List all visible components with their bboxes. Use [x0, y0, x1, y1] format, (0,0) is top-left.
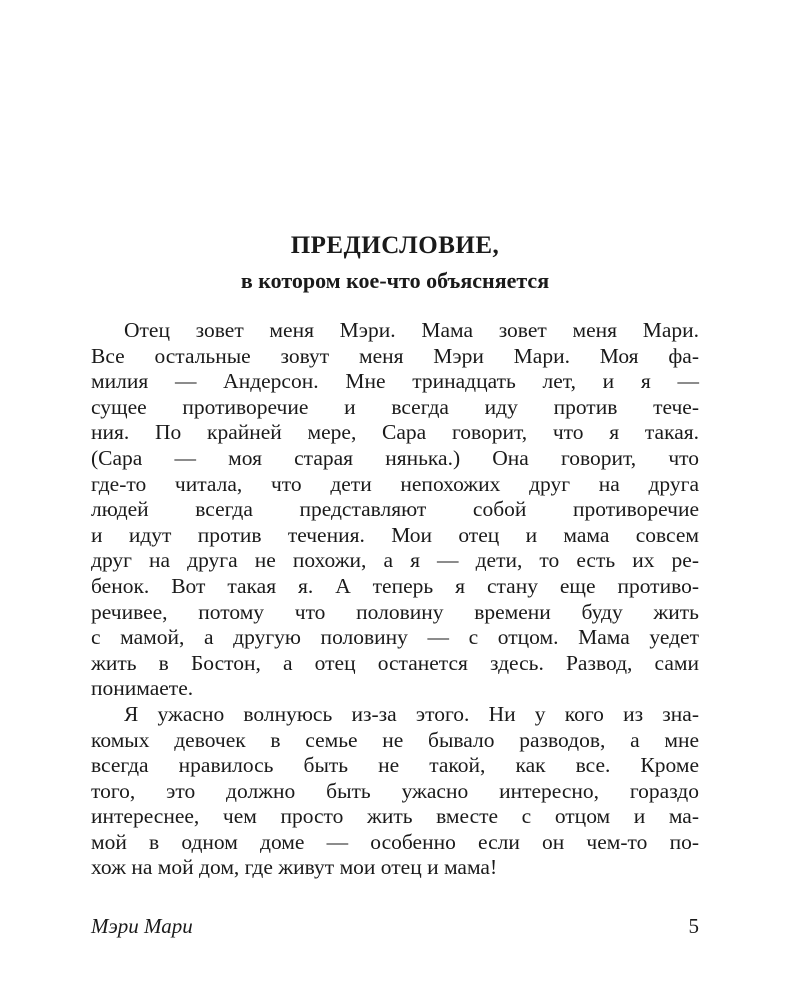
text-line: того, это должно быть ужасно интересно, гораздо: [91, 778, 699, 803]
text-line: Все остальные зовут меня Мэри Мари. Моя фа-: [91, 343, 699, 368]
text-line: бенок. Вот такая я. А теперь я стану еще противо-: [91, 573, 699, 598]
text-line: и идут против течения. Мои отец и мама совсем: [91, 522, 699, 547]
text-line: жить в Бостон, а отец останется здесь. Развод, сами: [91, 650, 699, 675]
text-line: всегда нравилось быть не такой, как все. Кроме: [91, 753, 699, 778]
text-line: речивее, потому что половину времени буду жить: [91, 599, 699, 624]
text-line: мой в одном доме — особенно если он чем-то по-: [91, 829, 699, 854]
text-line: друг на друга не похожи, а я — дети, то есть их ре-: [91, 548, 699, 573]
text-line: Отец зовет меня Мэри. Мама зовет меня Мари.: [124, 318, 699, 342]
chapter-title: ПРЕДИСЛОВИЕ,: [290, 232, 500, 259]
text-line: людей всегда представляют собой противоречие: [91, 497, 699, 522]
text-line: интереснее, чем просто жить вместе с отцом и ма-: [91, 804, 699, 829]
text-line: ния. По крайней мере, Сара говорит, что я такая.: [91, 420, 699, 445]
text-line: милия — Андерсон. Мне тринадцать лет, и я —: [91, 369, 699, 394]
page-number: 5: [688, 914, 699, 938]
text-line: хож на мой дом, где живут мои отец и мама!: [91, 855, 498, 880]
chapter-subtitle: в котором кое-что объясняется: [240, 268, 550, 293]
text-line: с мамой, а другую половину — с отцом. Мама уедет: [91, 625, 699, 650]
text-line: (Сара — моя старая нянька.) Она говорит, что: [91, 445, 699, 470]
running-title: Мэри Мари: [91, 914, 193, 938]
text-line: Я ужасно волнуюсь из-за этого. Ни у кого из зна-: [124, 701, 699, 726]
text-line: понимаете.: [91, 676, 194, 701]
text-line: сущее противоречие и всегда иду против тече-: [91, 394, 699, 419]
paragraph-1: [91, 318, 699, 702]
paragraph-2: [91, 702, 699, 881]
text-line: комых девочек в семье не бывало разводов, а мне: [91, 727, 699, 752]
text-line: где-то читала, что дети непохожих друг на друга: [91, 471, 699, 496]
body-text: [91, 318, 699, 881]
